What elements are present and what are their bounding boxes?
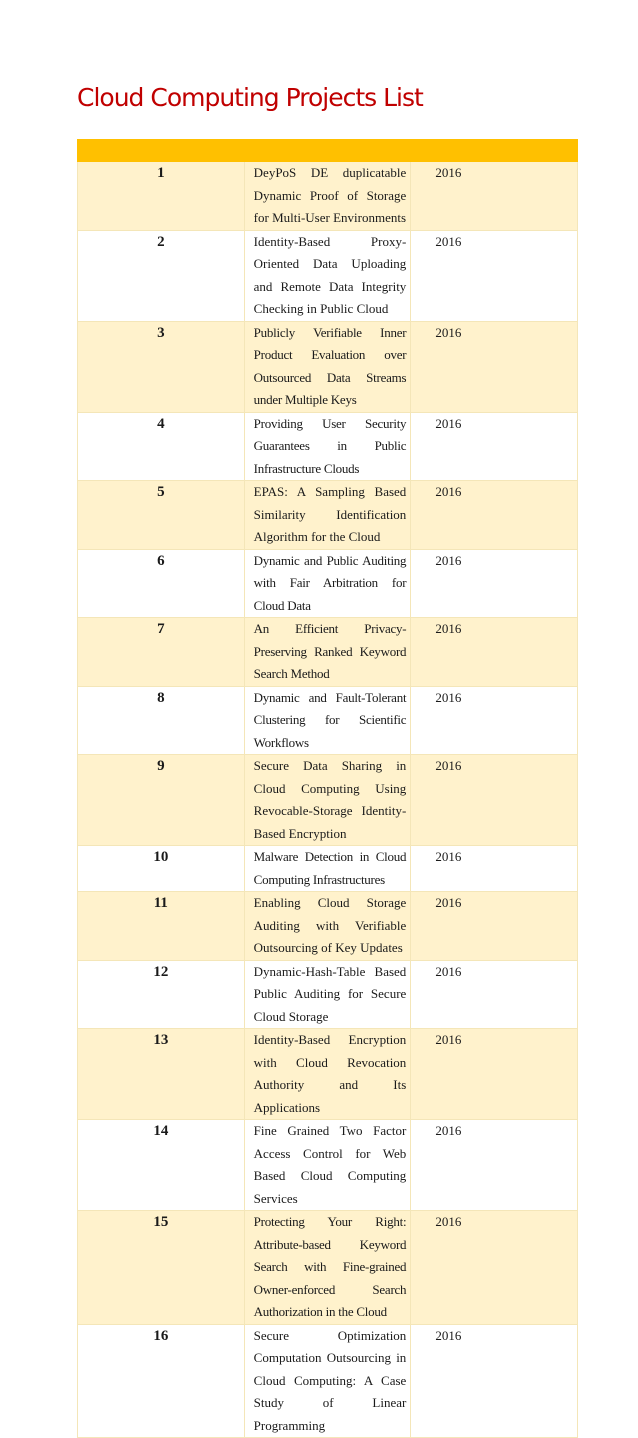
header-cell — [78, 140, 245, 162]
project-title: Protecting Your Right: Attribute-based Keyword Search with Fine-grained Owner-enforced Search Authorization in the Cloud — [244, 1211, 411, 1325]
project-number: 12 — [78, 960, 245, 1029]
header-cell — [244, 140, 411, 162]
project-title: EPAS: A Sampling Based Similarity Identification Algorithm for the Cloud — [244, 481, 411, 550]
project-year: 2016 — [411, 549, 578, 618]
project-year: 2016 — [411, 755, 578, 846]
table-row — [78, 549, 578, 618]
page-title: Cloud Computing Projects List — [77, 83, 423, 112]
project-number: 16 — [78, 1324, 245, 1438]
project-year: 2016 — [411, 162, 578, 231]
table-row — [78, 846, 578, 892]
project-title: Identity-Based Proxy-Oriented Data Uploading and Remote Data Integrity Checking in Public Cloud — [244, 230, 411, 321]
table-row — [78, 162, 578, 231]
project-title: Identity-Based Encryption with Cloud Revocation Authority and Its Applications — [244, 1029, 411, 1120]
project-title: DeyPoS DE duplicatable Dynamic Proof of Storage for Multi-User Environments — [244, 162, 411, 231]
project-number: 11 — [78, 892, 245, 961]
project-number: 10 — [78, 846, 245, 892]
project-title: Dynamic-Hash-Table Based Public Auditing for Secure Cloud Storage — [244, 960, 411, 1029]
projects-table — [77, 139, 578, 1438]
project-year: 2016 — [411, 960, 578, 1029]
project-number: 5 — [78, 481, 245, 550]
project-number: 9 — [78, 755, 245, 846]
project-title: Malware Detection in Cloud Computing Infrastructures — [244, 846, 411, 892]
table-row — [78, 1211, 578, 1325]
table-row — [78, 618, 578, 687]
table-row — [78, 1029, 578, 1120]
table-row — [78, 960, 578, 1029]
project-year: 2016 — [411, 1029, 578, 1120]
project-year: 2016 — [411, 412, 578, 481]
project-year: 2016 — [411, 892, 578, 961]
project-year: 2016 — [411, 618, 578, 687]
project-year: 2016 — [411, 1120, 578, 1211]
table-row — [78, 321, 578, 412]
project-title: Enabling Cloud Storage Auditing with Verifiable Outsourcing of Key Updates — [244, 892, 411, 961]
project-year: 2016 — [411, 1211, 578, 1325]
table-row — [78, 686, 578, 755]
project-number: 15 — [78, 1211, 245, 1325]
project-title: An Efficient Privacy-Preserving Ranked Keyword Search Method — [244, 618, 411, 687]
project-title: Secure Data Sharing in Cloud Computing Using Revocable-Storage Identity-Based Encryption — [244, 755, 411, 846]
project-title: Providing User Security Guarantees in Public Infrastructure Clouds — [244, 412, 411, 481]
project-number: 13 — [78, 1029, 245, 1120]
project-number: 7 — [78, 618, 245, 687]
header-cell — [411, 140, 578, 162]
project-number: 14 — [78, 1120, 245, 1211]
project-year: 2016 — [411, 230, 578, 321]
project-number: 8 — [78, 686, 245, 755]
table-row — [78, 412, 578, 481]
project-year: 2016 — [411, 481, 578, 550]
project-title: Dynamic and Public Auditing with Fair Arbitration for Cloud Data — [244, 549, 411, 618]
table-header-row — [78, 140, 578, 162]
project-number: 4 — [78, 412, 245, 481]
table-row — [78, 1324, 578, 1438]
project-title: Publicly Verifiable Inner Product Evaluation over Outsourced Data Streams under Multiple Keys — [244, 321, 411, 412]
project-number: 2 — [78, 230, 245, 321]
table-row — [78, 1120, 578, 1211]
project-number: 1 — [78, 162, 245, 231]
project-number: 3 — [78, 321, 245, 412]
table-row — [78, 481, 578, 550]
project-year: 2016 — [411, 846, 578, 892]
project-title: Dynamic and Fault-Tolerant Clustering for Scientific Workflows — [244, 686, 411, 755]
project-year: 2016 — [411, 1324, 578, 1438]
project-year: 2016 — [411, 321, 578, 412]
project-title: Secure Optimization Computation Outsourcing in Cloud Computing: A Case Study of Linear Programming — [244, 1324, 411, 1438]
project-number: 6 — [78, 549, 245, 618]
table-row — [78, 230, 578, 321]
table-row — [78, 755, 578, 846]
project-year: 2016 — [411, 686, 578, 755]
project-title: Fine Grained Two Factor Access Control for Web Based Cloud Computing Services — [244, 1120, 411, 1211]
